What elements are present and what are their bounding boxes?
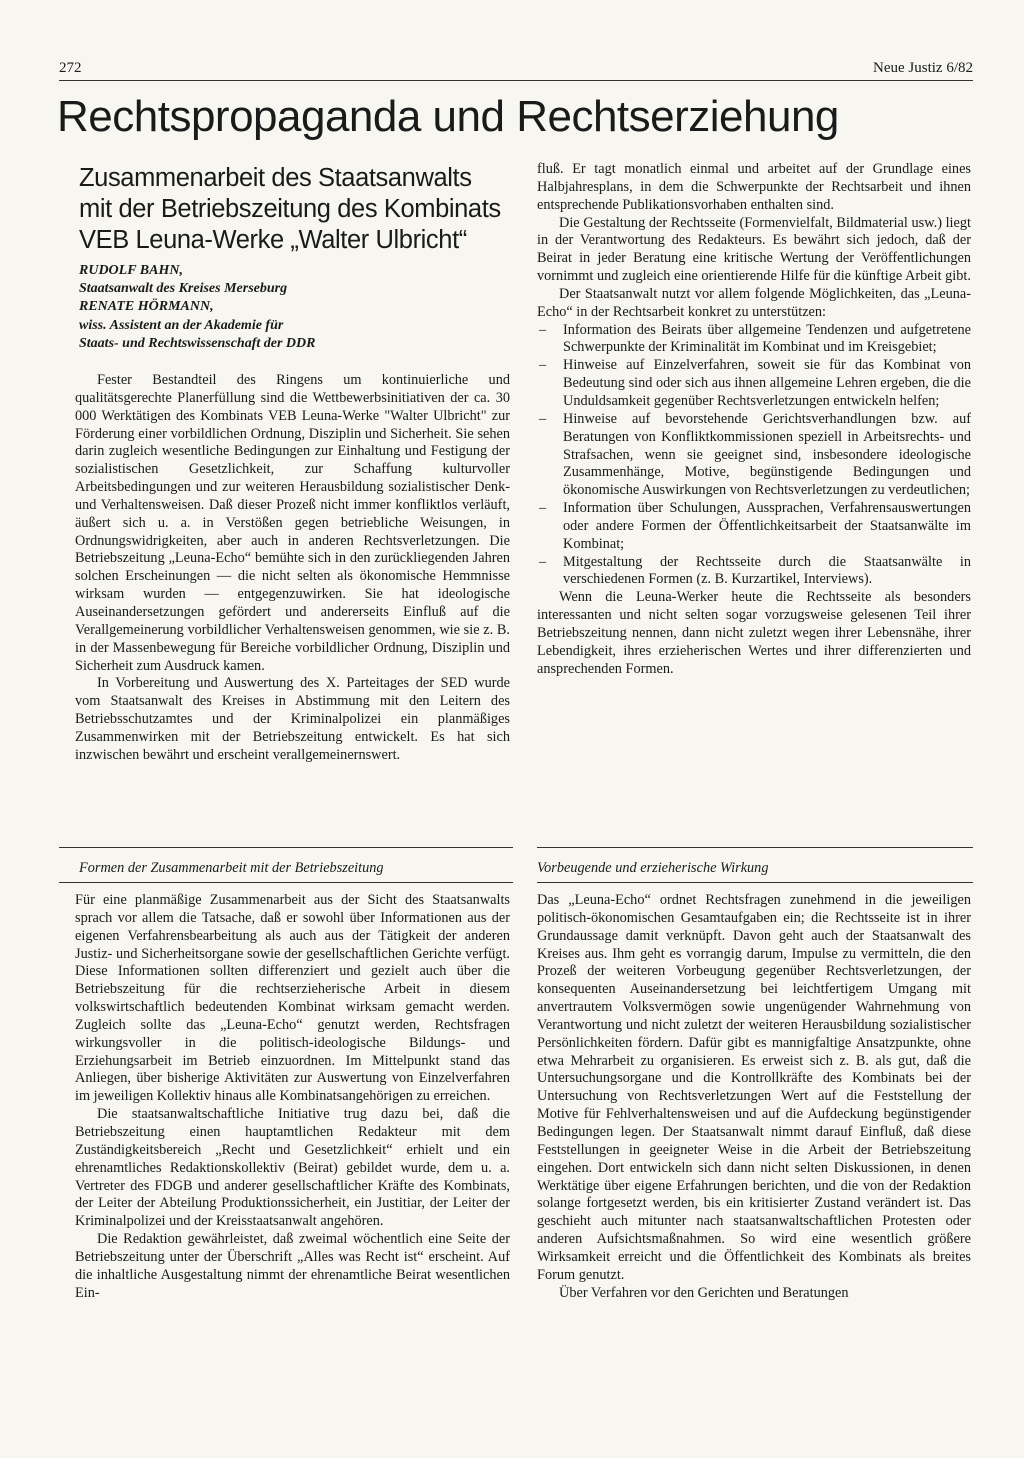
paragraph: Die staatsanwaltschaftliche Initiative trug dazu bei, daß die Betriebszeitung einen hauptamtlichen Redakteur mit dem Zuständigkeitsbereich „Recht und Gesetzlichkeit“ erhielt und ein ehrenamtliches Redaktionskollektiv (Beirat) gebildet wurde, dem u. a. Vertreter des FDGB und anderer gesellschaftlicher Kräfte des Kombinats, der Leiter der Abteilung Produktionssicherheit, ein Justitiar, der Leiter der Kriminalpolizei und der Kreisstaatsanwalt angehören. [75,1106,510,1230]
list-item: – Information über Schulungen, Aussprachen, Verfahrensauswertungen oder andere Formen der Öffentlichkeitsarbeit der Staatsanwälte im Kombinat; [537,500,971,554]
section-rule [59,882,513,883]
page-header [59,60,973,81]
paragraph: Die Gestaltung der Rechtsseite (Formenvielfalt, Bildmaterial usw.) liegt in der Verantwortung des Redakteurs. Es bewährt sich jedoch, daß der Beirat in jeder Beratung eine kritische Wertung der Veröffentlichungen vornimmt und zugleich eine orientierende Hilfe für die künftige Arbeit gibt. [537,214,971,285]
author-block [79,262,499,353]
right-column-bottom [537,892,971,1302]
journal-issue: Neue Justiz 6/82 [873,60,973,76]
section-rule [537,847,973,848]
left-column-intro [75,372,510,765]
article-title [79,163,509,256]
article-title-line: mit der Betriebszeitung des Kombinats [79,195,501,223]
article-title-line: Zusammenarbeit des Staatsanwalts [79,164,472,192]
paragraph: Für eine planmäßige Zusammenarbeit aus der Sicht des Staatsanwalts sprach vor allem die Tatsache, daß er sowohl über Informationen aus der eigenen Verfahrensbearbeitung als auch aus der Tätigkeit der anderen Justiz- und Sicherheitsorgane sowie der gesellschaftlichen Gerichte verfügt. Diese Informationen sollten differenziert und gezielt auch über die Betriebszeitung für die rechtserzieherische Arbeit in diesem volkswirtschaftlich bedeutenden Kombinat wirksam gemacht werden. Zugleich sollte das „Leuna-Echo“ genutzt werden, Rechtsfragen wirkungsvoller in die politisch-ideologische Bildungs- und Erziehungsarbeit im Betrieb einzuordnen. Im Mittelpunkt stand das Anliegen, über bisherige Aktivitäten zur Auswertung von Einzelverfahren im jeweiligen Kollektiv hinaus alle Kombinatsangehörigen zu erreichen. [75,892,510,1105]
section-rule [59,847,513,848]
paragraph: fluß. Er tagt monatlich einmal und arbeitet auf der Grundlage eines Halbjahresplans, in dem die Schwerpunkte der Rechtsarbeit und ihnen entsprechende Publikationsvorhaben enthalten sind. [537,161,971,213]
author-name: RENATE HÖRMANN, [79,299,214,315]
article-title-line: VEB Leuna-Werke „Walter Ulbricht“ [79,226,467,254]
section-title: Rechtspropaganda und Rechtserziehung [57,92,839,141]
paragraph: Der Staatsanwalt nutzt vor allem folgende Möglichkeiten, das „Leuna-Echo“ in der Rechtsarbeit konkret zu unterstützen: [537,285,971,320]
measures-list [537,322,971,590]
paragraph: Fester Bestandteil des Ringens um kontinuierliche und qualitätsgerechte Planerfüllung sind die Wettbewerbsinitiativen der ca. 30 000 Werktätigen des Kombinats VEB Leuna-Werke "Walter Ulbricht" zur Förderung einer vorbildlichen Ordnung, Disziplin und Sicherheit. Sie sehen darin zugleich wesentliche Bedingungen zur Einhaltung und Festigung der sozialistischen Gesetzlichkeit, zur Schaffung kulturvoller Arbeitsbedingungen und zur weiteren Herausbildung sozialistischer Denk- und Verhaltensweisen. Daß dieser Prozeß nicht immer konfliktlos verläuft, äußert sich u. a. in Verstößen gegen betriebliche Weisungen, in Ordnungswidrigkeiten, aber auch in anderen Rechtsverletzungen. Die Betriebszeitung „Leuna-Echo“ bemühte sich in den zurückliegenden Jahren solchen Erscheinungen — die nicht selten als ökonomische Hemmnisse wirksam wurden — entgegenzuwirken. Sie hat ideologische Auseinandersetzungen gefördert und andererseits Einfluß auf die Verallgemeinerung vorbildlicher Verhaltensweisen genommen, wie sie z. B. in der Massenbewegung für Bereiche vorbildlicher Ordnung, Disziplin und Sicherheit zum Ausdruck kamen. [75,372,510,674]
left-column-bottom [75,892,510,1302]
paragraph: Über Verfahren vor den Gerichten und Beratungen [559,1284,849,1301]
paragraph: Das „Leuna-Echo“ ordnet Rechtsfragen zunehmend in die jeweiligen politisch-ökonomischen Gesamtaufgaben ein; die Rechtsseite ist in ihrer Grundaussage damit verknüpft. Davon geht auch der Staatsanwalt des Kreises aus. Ihm geht es vorrangig darum, Impulse zu vermitteln, die den Prozeß der weiteren Vorbeugung gegenüber Rechtsverletzungen, der konsequenten Auseinandersetzung bei leichtfertigem Umgang mit anvertrautem Volksvermögen sowie ungenügender Wahrnehmung von Verantwortung und nicht zuletzt der weiteren Herausbildung sozialistischer Persönlichkeiten fördern. Dafür gibt es mannigfaltige Ansatzpunkte, ohne etwa Mehrarbeit zu organisieren. Es erweist sich z. B. als gut, daß die Untersuchungsorgane und die Kontrollkräfte des Kombinats bei der Untersuchung von Rechtsverletzungen Wert auf die Feststellung der Motive für Fehlverhaltensweisen und auf die Aufdeckung begünstigender Bedingungen legen. Der Staatsanwalt nimmt darauf Einfluß, daß diese Feststellungen in geeigneter Weise in die Arbeit der Betriebszeitung eingehen. Dort entwickeln sich dann nicht selten Diskussionen, in denen Werktätige über eigene Erfahrungen berichten, und die von der Redaktion solange fortgesetzt werden, bis ein kritisierter Zustand verändert ist. Das geschieht auch mitunter nach staatsanwaltschaftlichen Protesten oder anderen Aufsichtsmaßnahmen. So wird eine wesentlich größere Wirksamkeit erreicht und die Öffentlichkeit des Kombinats als breites Forum genutzt. [537,892,971,1283]
paragraph: In Vorbereitung und Auswertung des X. Parteitages der SED wurde vom Staatsanwalt des Kreises in Abstimmung mit den Leitern des Betriebsschutzamtes und der Kriminalpolizei ein planmäßiges Zusammenwirken mit der Betriebszeitung entwickelt. Es hat sich inzwischen bewährt und erscheint verallgemeinernswert. [75,675,510,763]
paragraph: Wenn die Leuna-Werker heute die Rechtsseite als besonders interessanten und nicht selten sogar vorzugsweise gelesenen Teil ihrer Betriebszeitung nennen, dann nicht zuletzt wegen ihrer Lebensnähe, ihrer Lebendigkeit, ihres erzieherischen Wertes und ihrer differenzierten und ansprechenden Formen. [537,589,971,677]
list-item: – Mitgestaltung der Rechtsseite durch die Staatsanwälte in verschiedenen Formen (z. B. Kurzartikel, Interviews). [537,554,971,590]
paragraph: Die Redaktion gewährleistet, daß zweimal wöchentlich eine Seite der Betriebszeitung unter der Überschrift „Alles was Recht ist“ erscheint. Auf die inhaltliche Ausgestaltung nimmt der ehrenamtliche Beirat wesentlichen Ein- [75,1231,510,1301]
section-heading-left: Formen der Zusammenarbeit mit der Betriebszeitung [79,860,384,876]
section-heading-right: Vorbeugende und erzieherische Wirkung [537,860,769,876]
author-affiliation: wiss. Assistent an der Akademie für [79,317,284,333]
list-item: – Hinweise auf Einzelverfahren, soweit sie für das Kombinat von Bedeutung sind oder sich aus ihnen allgemeine Lehren ergeben, die die Unduldsamkeit gegenüber Rechtsverletzungen entwickeln helfen; [537,357,971,411]
page-number: 272 [59,60,82,76]
author-affiliation: Staats- und Rechtswissenschaft der DDR [79,335,316,351]
list-item: – Information des Beirats über allgemeine Tendenzen und aufgetretene Schwerpunkte der Kriminalität im Kombinat und im Kreisgebiet; [537,322,971,358]
right-column-top [537,161,971,678]
section-rule [537,882,973,883]
list-item: – Hinweise auf bevorstehende Gerichtsverhandlungen bzw. auf Beratungen von Konfliktkommissionen speziell in Arbeitsrechts- und Strafsachen, wenn sie geeignet sind, insbesondere ideologische Zusammenhänge, Motive, begünstigende Bedingungen und ökonomische Auswirkungen von Rechtsverletzungen zu verdeutlichen; [537,411,971,500]
author-affiliation: Staatsanwalt des Kreises Merseburg [79,281,288,297]
author-name: RUDOLF BAHN, [79,263,183,278]
